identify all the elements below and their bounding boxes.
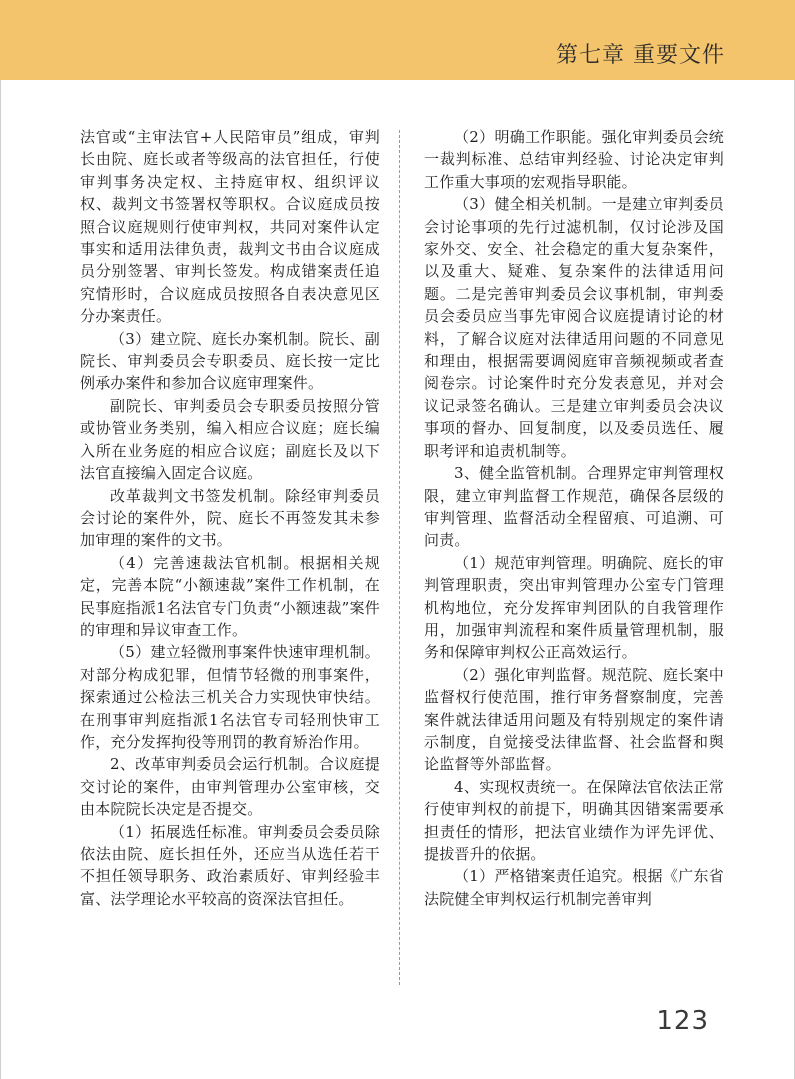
paragraph: （1）拓展选任标准。审判委员会委员除依法由院、庭长担任外，还应当从选任若干不担任领导职务、政治素质好、审判经验丰富、法学理论水平较高的资深法官担任。 xyxy=(80,822,380,908)
paragraph: 3、健全监管机制。合理界定审判管理权限，建立审判监督工作规范，确保各层级的审判管理、监督活动全程留痕、可追溯、可问责。 xyxy=(424,464,724,550)
paragraph: （1）严格错案责任追究。根据《广东省法院健全审判权运行机制完善审判 xyxy=(424,867,724,908)
paragraph: 4、实现权责统一。在保障法官依法正常行使审判权的前提下，明确其因错案需要承担责任的情形，把法官业绩作为评先评优、提拔晋升的依据。 xyxy=(424,777,724,863)
chapter-header-band xyxy=(0,0,795,80)
paragraph: （1）规范审判管理。明确院、庭长的审判管理职责，突出审判管理办公室专门管理机构地位，充分发挥审判团队的自我管理作用，加强审判流程和案件质量管理机制，服务和保障审判权公正高效运行。 xyxy=(424,553,724,662)
paragraph: （2）强化审判监督。规范院、庭长案中监督权行使范围，推行审务督察制度，完善案件就法律适用问题及有特别规定的案件请示制度，自觉接受法律监督、社会监督和舆论监督等外部监督。 xyxy=(424,665,724,774)
paragraph: （5）建立轻微刑事案件快速审理机制。对部分构成犯罪，但情节轻微的刑事案件，探索通过公检法三机关合力实现快审快结。在刑事审判庭指派1名法官专司轻刑快审工作，充分发挥拘役等刑罚的教育矫治作用。 xyxy=(80,643,380,751)
paragraph: 2、改革审判委员会运行机制。合议庭提交讨论的案件，由审判管理办公室审核，交由本院院长决定是否提交。 xyxy=(80,755,380,819)
paragraph: 副院长、审判委员会专职委员按照分管或协管业务类别，编入相应合议庭；庭长编入所在业务庭的相应合议庭；副庭长及以下法官直接编入固定合议庭。 xyxy=(80,396,380,483)
left-column xyxy=(80,126,380,910)
paragraph: 法官或“主审法官+人民陪审员”组成，审判长由院、庭长或者等级高的法官担任，行使审判事务决定权、主持庭审权、组织评议权、裁判文书签署权等职权。合议庭成员按照合议庭规则行使审判权，共同对案件认定事实和适用法律负责，裁判文书由合议庭成员分别签署、审判长签发。构成错案责任追究情形时，合议庭成员按照各自表决意见区分办案责任。 xyxy=(80,128,380,326)
column-divider xyxy=(399,130,400,985)
right-column xyxy=(424,126,724,910)
paragraph: （4）完善速裁法官机制。根据相关规定，完善本院“小额速裁”案件工作机制，在民事庭指派1名法官专门负责“小额速裁”案件的审理和异议审查工作。 xyxy=(80,553,380,639)
chapter-title: 第七章 重要文件 xyxy=(556,43,725,68)
page-number: 123 xyxy=(656,1006,709,1036)
paragraph: 改革裁判文书签发机制。除经审判委员会讨论的案件外，院、庭长不再签发其未参加审理的案件的文书。 xyxy=(80,486,380,550)
paragraph: （3）建立院、庭长办案机制。院长、副院长、审判委员会专职委员、庭长按一定比例承办案件和参加合议庭审理案件。 xyxy=(80,329,380,393)
paragraph: （3）健全相关机制。一是建立审判委员会讨论事项的先行过滤机制，仅讨论涉及国家外交、安全、社会稳定的重大复杂案件，以及重大、疑难、复杂案件的法律适用问题。二是完善审判委员会议事机制，审判委员会委员应当事先审阅合议庭提请讨论的材料，了解合议庭对法律适用问题的不同意见和理由，根据需要调阅庭审音频视频或者查阅卷宗。讨论案件时充分发表意见，并对会议记录签名确认。三是建立审判委员会决议事项的督办、回复制度，以及委员选任、履职考评和追责机制等。 xyxy=(424,195,724,460)
paragraph: （2）明确工作职能。强化审判委员会统一裁判标准、总结审判经验、讨论决定审判工作重大事项的宏观指导职能。 xyxy=(424,128,724,191)
